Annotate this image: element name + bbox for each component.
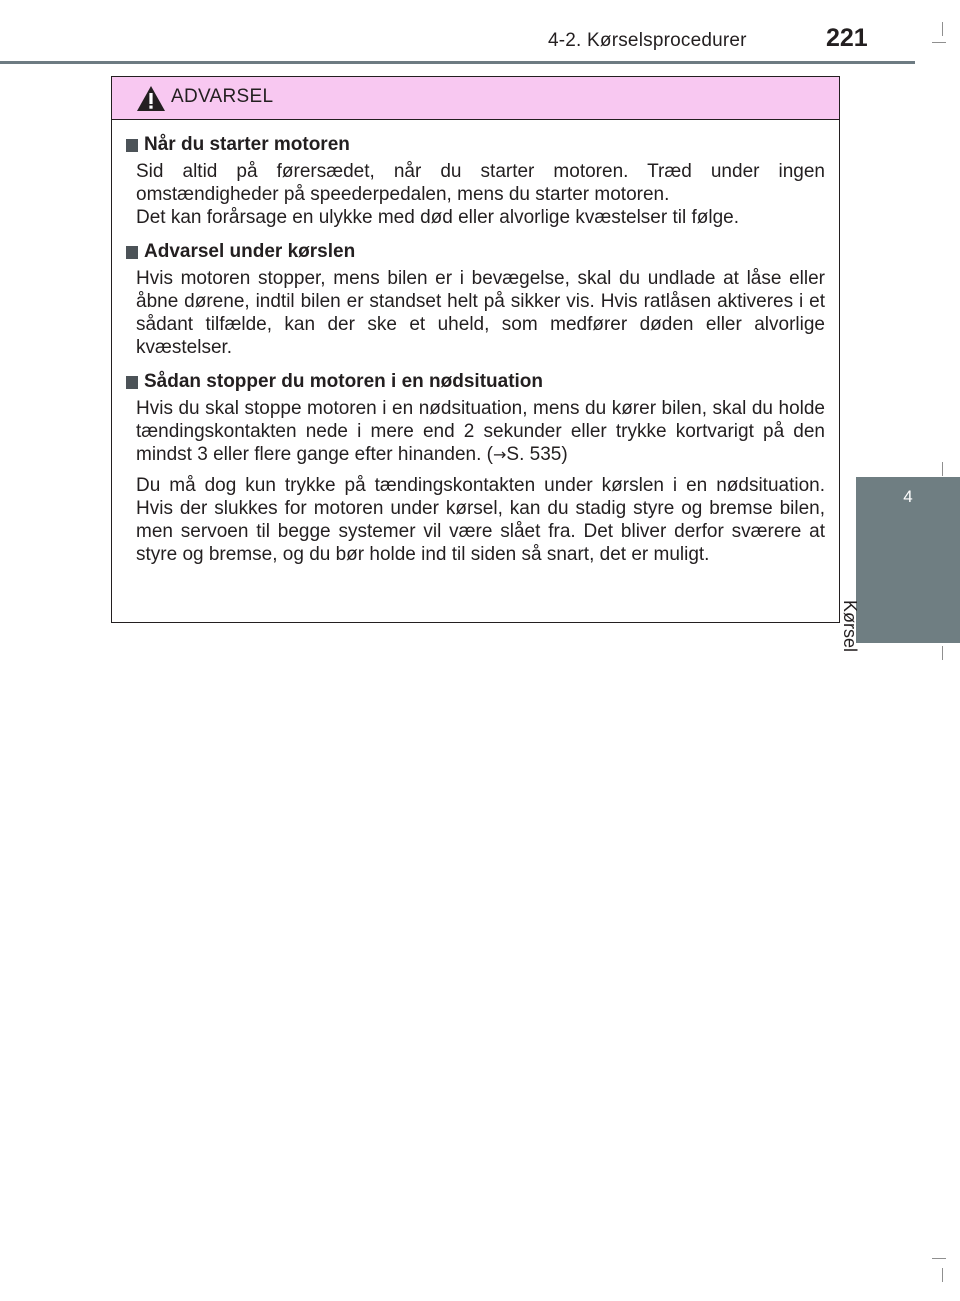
section-heading: Sådan stopper du motoren i en nødsituation bbox=[126, 369, 825, 395]
crop-mark-mid-right-2 bbox=[942, 646, 943, 660]
crop-mark-bottom-right-h bbox=[932, 1258, 946, 1259]
header-rule bbox=[0, 61, 915, 64]
crop-mark-top-right-h bbox=[932, 42, 946, 43]
crop-mark-mid-right bbox=[942, 462, 943, 476]
square-bullet-icon bbox=[126, 139, 138, 152]
paragraph: Hvis du skal stoppe motoren i en nødsituation, mens du kører bilen, skal du holde tændingskontakten nede i mere end 2 sekunder eller trykke kortvarigt på den mindst 3 eller flere gange efter hinanden. (→S. 535) bbox=[136, 398, 825, 465]
warning-triangle-icon bbox=[136, 85, 166, 112]
crop-mark-top-right bbox=[942, 22, 943, 36]
section-driving-warning bbox=[126, 239, 825, 359]
chapter-label: Kørsel bbox=[840, 600, 860, 653]
square-bullet-icon bbox=[126, 246, 138, 259]
section-heading: Når du starter motoren bbox=[126, 132, 825, 158]
section-heading: Advarsel under kørslen bbox=[126, 239, 825, 265]
chapter-number: 4 bbox=[903, 487, 913, 506]
paragraph: Du må dog kun trykke på tændingskontakten under kørslen i en nødsituation. Hvis der slukkes for motoren under kørsel, kan du stadig styre og bremse bilen, men servoen til begge systemer vil være slået fra. Det bliver derfor sværere at styre og bremse, og du bør holde ind til siden så snart, det er muligt. bbox=[136, 475, 825, 565]
arrow-right-icon: → bbox=[493, 445, 507, 464]
page-number: 221 bbox=[826, 24, 868, 52]
section-starting-engine bbox=[126, 132, 825, 229]
paragraph: Det kan forårsage en ulykke med død eller alvorlige kvæstelser til følge. bbox=[136, 207, 739, 228]
warning-body bbox=[112, 120, 839, 566]
paragraph: Sid altid på førersædet, når du starter motoren. Træd under ingen omstændigheder på speederpedalen, mens du starter motoren. bbox=[136, 161, 825, 205]
warning-header bbox=[112, 77, 839, 120]
square-bullet-icon bbox=[126, 376, 138, 389]
page-reference-link[interactable]: S. 535) bbox=[506, 444, 568, 465]
paragraph: Hvis motoren stopper, mens bilen er i bevægelse, skal du undlade at låse eller åbne dørene, indtil bilen er standset helt på sikker vis. Hvis ratlåsen aktiveres i et sådant tilfælde, kan der ske et uheld, som medfører døden eller alvorlige kvæstelser. bbox=[136, 268, 825, 358]
chapter-tab bbox=[856, 477, 960, 643]
warning-box bbox=[111, 76, 840, 623]
section-emergency-stop bbox=[126, 369, 825, 566]
warning-title: ADVARSEL bbox=[171, 86, 274, 107]
section-title: 4-2. Kørselsprocedurer bbox=[548, 30, 747, 51]
crop-mark-bottom-right bbox=[942, 1268, 943, 1282]
